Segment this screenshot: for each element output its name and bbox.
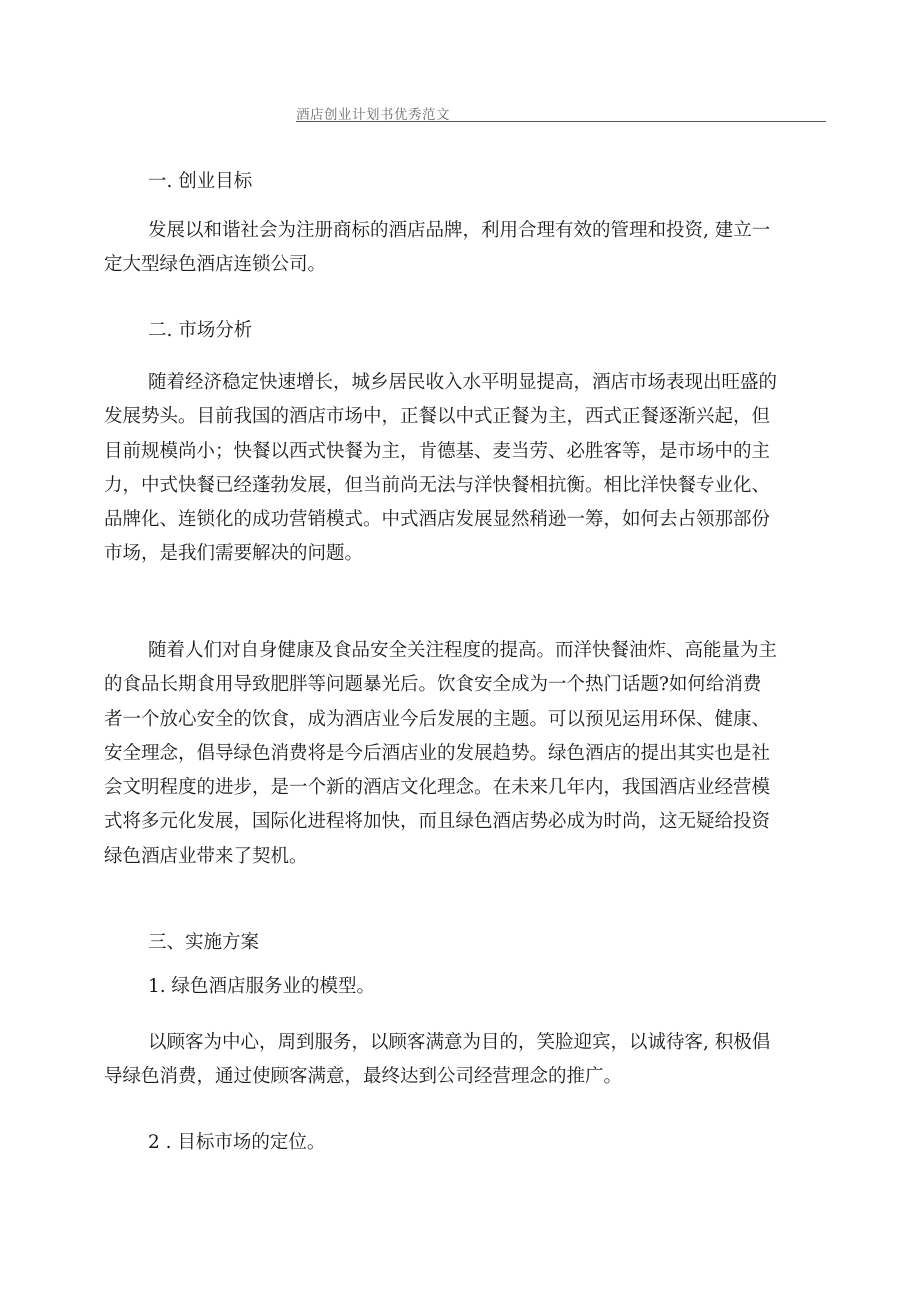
subsection-heading-2: 2 . 目标市场的定位。 [148, 1132, 326, 1153]
subsection-heading-1: 1. 绿色酒店服务业的模型。 [148, 976, 376, 997]
paragraph-goal [104, 214, 824, 283]
text-line: 导绿色消费，通过使顾客满意，最终达到公司经营理念的推广。 [104, 1066, 623, 1088]
text-line: 品牌化、连锁化的成功营销模式。中式酒店发展显然稍逊一筹，如何去占领那部份 [104, 509, 771, 531]
text-line: 随着人们对自身健康及食品安全关注程度的提高。而洋快餐油炸、高能量为主 [148, 640, 778, 661]
paragraph-market-2 [104, 634, 824, 874]
header-title: 酒店创业计划书优秀范文 [296, 107, 450, 123]
text-line: 发展以和谐社会为注册商标的酒店品牌，利用合理有效的管理和投资, 建立一 [148, 220, 771, 241]
text-line: 者一个放心安全的饮食，成为酒店业今后发展的主题。可以预见运用环保、健康、 [104, 708, 771, 730]
text-line: 会文明程度的进步，是一个新的酒店文化理念。在未来几年内，我国酒店业经营模 [104, 777, 771, 799]
text-line: 绿色酒店业带来了契机。 [104, 845, 308, 867]
text-line: 的食品长期食用导致肥胖等问题暴光后。饮食安全成为一个热门话题?如何给消费 [104, 674, 762, 696]
text-line: 目前规模尚小；快餐以西式快餐为主，肯德基、麦当劳、必胜客等，是市场中的主 [104, 440, 771, 462]
text-line: 安全理念，倡导绿色消费将是今后酒店业的发展趋势。绿色酒店的提出其实也是社 [104, 742, 771, 764]
text-line: 发展势头。目前我国的酒店市场中，正餐以中式正餐为主，西式正餐逐渐兴起，但 [104, 406, 771, 428]
text-line: 定大型绿色酒店连锁公司。 [104, 254, 327, 276]
section-heading-3: 三、实施方案 [148, 932, 260, 953]
section-heading-1: 一. 创业目标 [148, 171, 253, 192]
text-line: 随着经济稳定快速增长，城乡居民收入水平明显提高，酒店市场表现出旺盛的 [148, 372, 778, 393]
paragraph-market-1 [104, 366, 824, 572]
text-line: 以顾客为中心，周到服务，以顾客满意为目的，笑脸迎宾，以诚待客, 积极倡 [148, 1032, 771, 1053]
text-line: 式将多元化发展，国际化进程将加快，而且绿色酒店势必成为时尚，这无疑给投资 [104, 811, 771, 833]
paragraph-service-model [104, 1026, 824, 1095]
section-heading-2: 二. 市场分析 [148, 320, 253, 341]
text-line: 力，中式快餐已经蓬勃发展，但当前尚无法与洋快餐相抗衡。相比洋快餐专业化、 [104, 474, 771, 496]
text-line: 市场，是我们需要解决的问题。 [104, 543, 364, 565]
page-header [296, 103, 826, 122]
